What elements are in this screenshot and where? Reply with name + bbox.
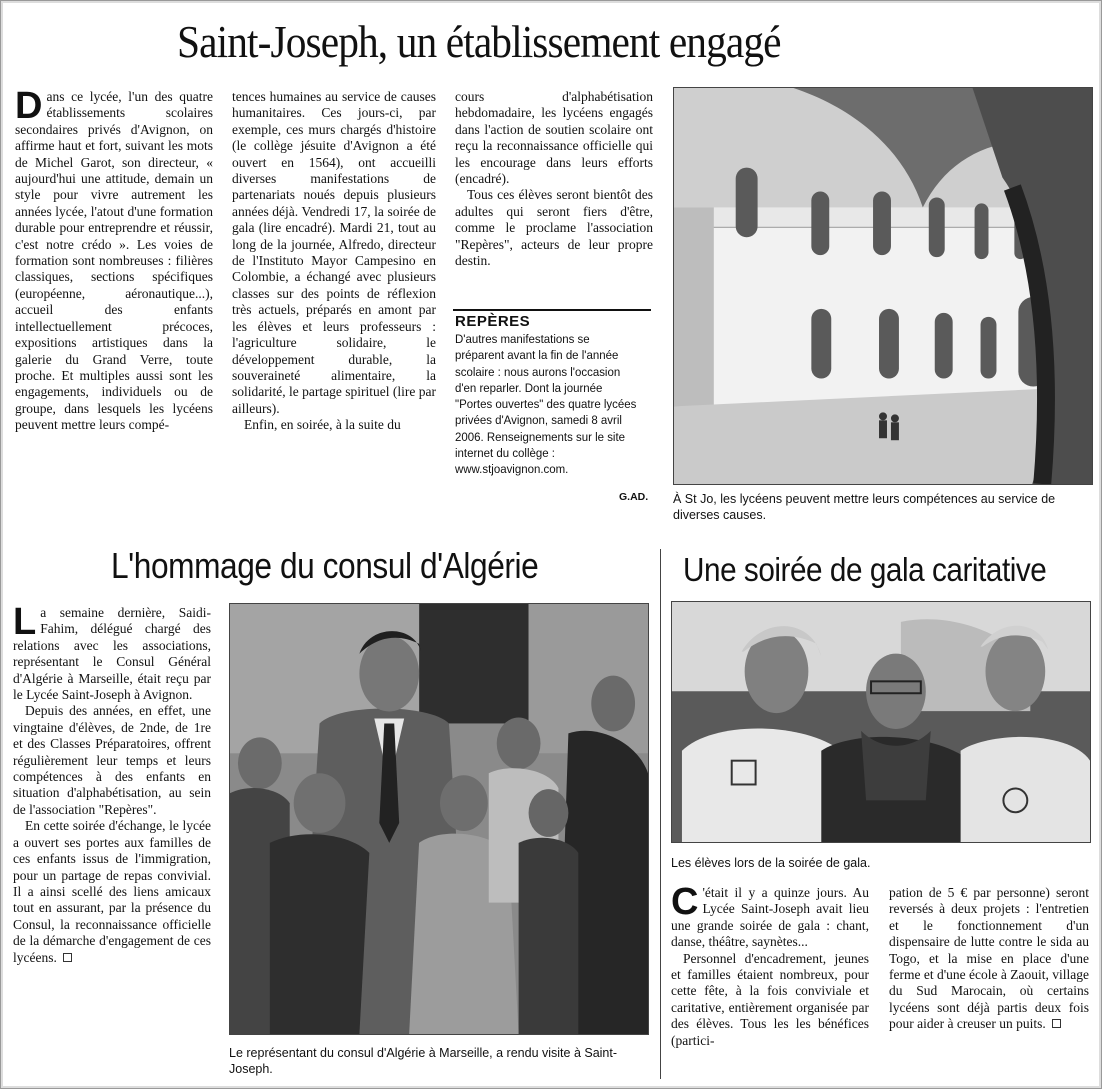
reperes-rule: [453, 309, 651, 311]
consul-photo: [229, 603, 649, 1035]
dropcap-l: L: [13, 605, 37, 643]
reperes-text: D'autres manifestations se préparent avant la fin de l'année scolaire : nous aurons l'occasion d'en reparler. Dont la journée "Portes ouvertes" des quatre lycées privées d'Avignon, samedi 8 avril 2006. Renseignements sur le site internet du collège : www.stjoavignon.com.: [455, 332, 637, 477]
building-photo: [673, 87, 1093, 485]
consul-photo-image: [230, 604, 648, 1034]
consul-photo-caption: Le représentant du consul d'Algérie à Marseille, a rendu visite à Saint-Joseph.: [229, 1046, 618, 1076]
gala-photo-caption: Les élèves lors de la soirée de gala.: [671, 856, 871, 870]
main-article-column-3: [455, 89, 653, 301]
consul-p1-text: a semaine dernière, Saidi-Fahim, délégué chargé des relations avec les associations, représentant le Consul Général d'Algérie à Marseille, était reçu par le Lycée Saint-Joseph à Avignon.: [13, 605, 211, 703]
main-headline: Saint-Joseph, un établissement engagé: [177, 16, 781, 67]
gala-col1-p1: [671, 885, 869, 951]
gala-photo-image: [672, 602, 1090, 842]
consul-p1: [13, 605, 211, 703]
building-photo-caption: À St Jo, les lycéens peuvent mettre leurs compétences au service de diverses causes.: [673, 492, 1056, 522]
end-of-article-icon: [1052, 1019, 1061, 1028]
main-article-column-1: [15, 89, 213, 519]
column-divider: [660, 549, 661, 1079]
main-col1-text: ans ce lycée, l'un des quatre établissements scolaires secondaires privés d'Avignon, on affirme haut et fort, suivant les mots de Michel Garot, son directeur, « aujourd'hui une attitude, demain un style pour vivre autrement les années lycée, l'atout d'une formation durable pour entreprendre et réussir, c'est notre crédo ». Les voies de formation sont nombreuses : filières classiques, sections spécifiques (européenne, aéronautique...), accueil des enfants intellectuellement précoces, expositions artistiques dans la galerie du Grand Verre, toute proche. Et multiples aussi sont les engagements, individuels ou de groupe, dans lesquels les lycéens peuvent mettre leurs compé-: [15, 89, 213, 433]
gala-col1-p1-text: 'était il y a quinze jours. Au Lycée Saint-Joseph avait lieu une grande soirée de gala : chant, danse, théâtre, saynètes...: [671, 885, 869, 950]
gala-photo: [671, 601, 1091, 843]
consul-article-column: [13, 605, 211, 1075]
gala-col2-p1: [889, 885, 1089, 1033]
end-of-article-icon: [63, 953, 72, 962]
gala-col1-p2: Personnel d'encadrement, jeunes et familles étaient nombreux, pour cette fête, à la fois conviviale et caritative, entièrement organisée par des élèves. Tous les les bénéfices (partici-: [671, 950, 869, 1048]
consul-p2: Depuis des années, en effet, une vingtaine d'élèves, de 2nde, de 1re et des Classes Préparatoires, offrent régulièrement leur temps et leurs compétences à des enfants en situation d'alphabétisation, au sein de l'association "Repères".: [13, 703, 211, 817]
gala-article-column-2: [889, 885, 1089, 1075]
main-col2-p1: tences humaines au service de causes humanitaires. Ces jours-ci, par exemple, ces murs chargés d'histoire (le collège jésuite d'Avignon a été ouvert en 1564), ont accueilli diverses manifestations de partenariats noués depuis plusieurs années déjà. Vendredi 17, la soirée de gala (lire encadré). Mardi 21, tout au long de la journée, Alfredo, directeur de l'Instituto Mayor Campesino en Colombie, a échangé avec plusieurs classes sur des points de réflexion très actuels, préparés en amont par les élèves et leurs professeurs : l'agriculture solidaire, le développement durable, la souveraineté alimentaire, la solidarité, le partage spirituel (lire par ailleurs).: [232, 89, 436, 416]
reperes-title: REPÈRES: [455, 313, 531, 330]
dropcap-d: D: [15, 89, 43, 127]
main-col1-paragraph: [15, 89, 213, 434]
photo-credit: G.AD.: [619, 491, 649, 503]
consul-headline: L'hommage du consul d'Algérie: [111, 545, 539, 586]
main-col3-p2: Tous ces élèves seront bientôt des adultes qui seront fiers d'être, comme le proclame l'association "Repères", acteurs de leur propre destin.: [455, 187, 653, 269]
gala-headline: Une soirée de gala caritative: [683, 551, 1047, 588]
gala-col2-p1-text: pation de 5 € par personne) seront reversés à deux projets : l'entretien et le fonctionnement d'un dispensaire de lutte contre le sida au Togo, et la mise en place d'une ferme et d'une école à Zaouit, village du Sud Marocain, où certains lycéens sont déjà partis deux fois pour aider à creuser un puits.: [889, 885, 1089, 1032]
dropcap-c: C: [671, 885, 699, 923]
main-article-column-2: [232, 89, 436, 519]
main-col3-p1: cours d'alphabétisation hebdomadaire, les lycéens engagés dans l'action de soutien scolaire ont reçu la reconnaissance officielle qui les encourage dans leurs efforts (encadré).: [455, 89, 653, 187]
gala-article-column-1: [671, 885, 869, 1075]
consul-p3-text: En cette soirée d'échange, le lycée a ouvert ses portes aux familles de ces enfants issus de l'immigration, pour un partage de repas convivial. Il a ainsi scellé des liens amicaux tout en assurant, par la présence du Consul, la reconnaissance officielle de la démarche d'engagement de ces lycéens.: [13, 818, 211, 965]
building-photo-image: [674, 88, 1092, 484]
consul-p3: [13, 818, 211, 966]
main-col2-p2: Enfin, en soirée, à la suite du: [244, 417, 401, 433]
